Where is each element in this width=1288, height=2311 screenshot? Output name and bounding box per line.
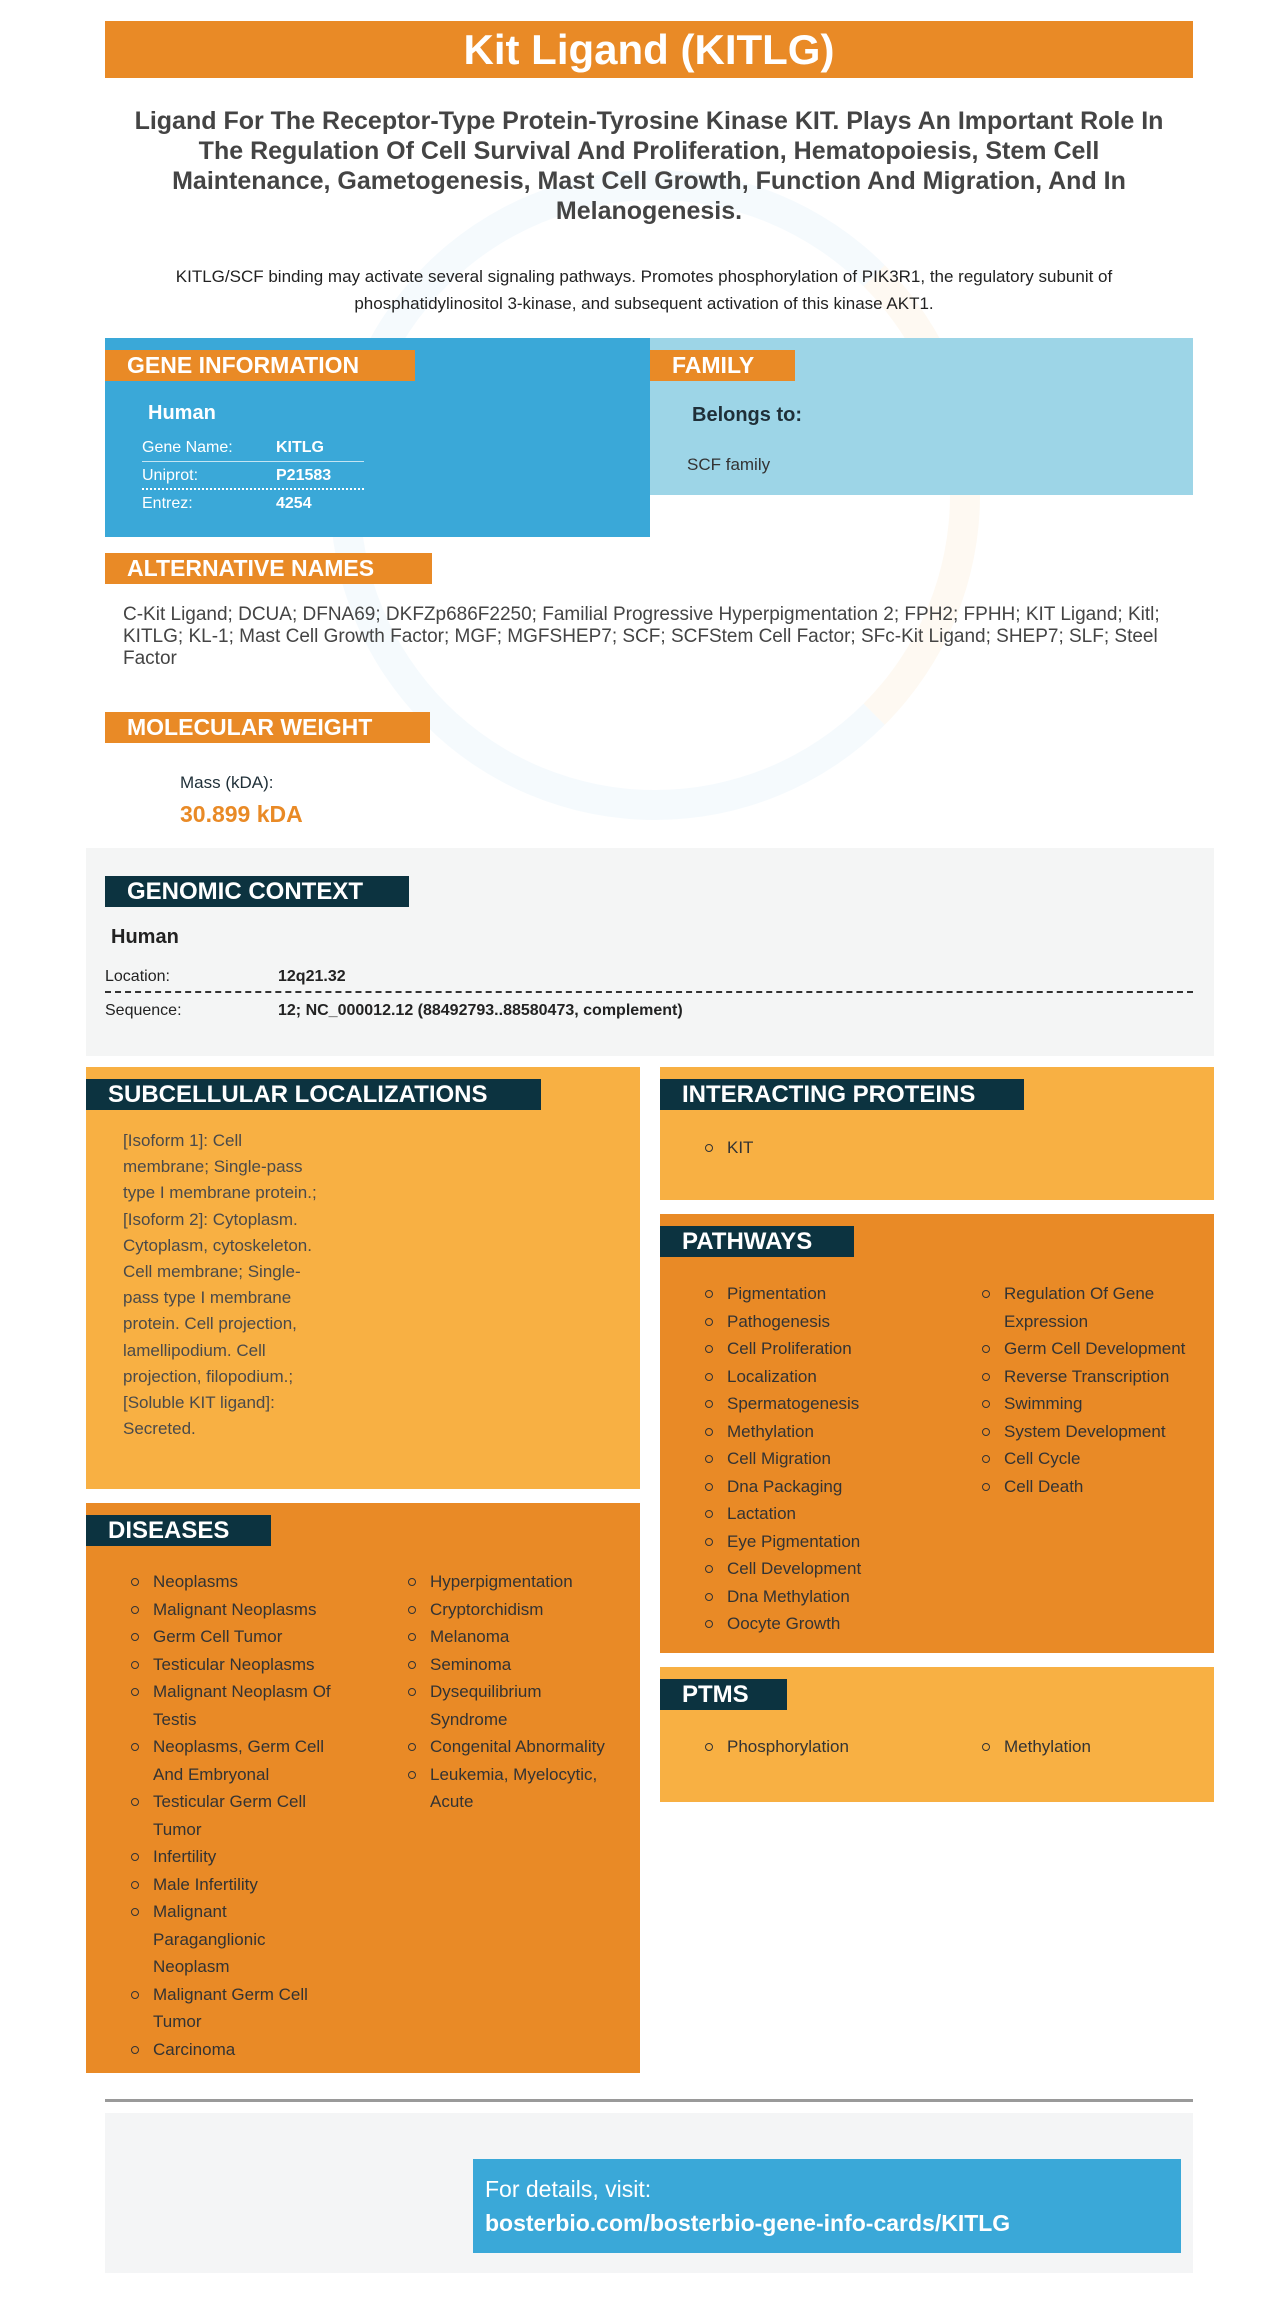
subcellular-localizations-heading: SUBCELLULAR LOCALIZATIONS [86,1079,541,1110]
interacting-proteins-heading: INTERACTING PROTEINS [660,1079,1024,1110]
subcellular-line: Cytoplasm, cytoskeleton. [123,1235,312,1255]
details-link-label: For details, visit: [485,2176,652,2202]
interacting-proteins-list [705,1134,753,1162]
subcellular-line: type I membrane protein.; [123,1183,317,1203]
list-item: Phosphorylation [705,1733,849,1761]
list-item: Cryptorchidism [408,1596,638,1624]
subcellular-line: projection, filopodium.; [123,1366,294,1386]
alternative-names-text: C-Kit Ligand; DCUA; DFNA69; DKFZp686F2250; Familial Progressive Hyperpigmentation 2; FPH2; FPHH; KIT Ligand; Kitl; KITLG; KL-1; Mast Cell Growth Factor; MGF; MGFSHEP7; SCF; SCFStem Cell Factor; SFc-Kit Ligand; SHEP7; SLF; Steel Factor [123,604,1160,669]
diseases-panel [86,1503,640,2073]
list-item: Malignant Neoplasms [131,1596,371,1624]
mass-value: 30.899 kDA [180,801,303,827]
footer-divider [105,2099,1193,2102]
ptms-panel [660,1667,1214,1802]
list-item: Malignant Germ Cell Tumor [131,1981,371,2036]
location-value: 12q21.32 [278,968,346,985]
subcellular-line: Cell membrane; Single- [123,1262,301,1282]
genomic-species: Human [111,926,179,948]
mass-label: Mass (kDA): [180,773,274,792]
list-item: Infertility [131,1843,371,1871]
gene-species: Human [148,402,216,424]
subcellular-line: pass type I membrane [123,1288,292,1308]
genomic-context-panel [86,848,1214,1056]
list-item: Testicular Neoplasms [131,1651,371,1679]
list-item: Hyperpigmentation [408,1568,638,1596]
list-item: Dysequilibrium Syndrome [408,1678,638,1733]
ptms-list-col1 [705,1733,849,1761]
list-item: Congenital Abnormality [408,1733,638,1761]
protein-description: KITLG/SCF binding may activate several signaling pathways. Promotes phosphorylation of PIK3R1, the regulatory subunit of phosphatidylinositol 3-kinase, and subsequent activation of this kinase AKT1. [175,267,1113,313]
list-item: Malignant Paraganglionic Neoplasm [131,1898,371,1981]
subcellular-line: [Soluble KIT ligand]: [123,1393,275,1413]
protein-function-summary: Ligand For The Receptor-Type Protein-Tyrosine Kinase KIT. Plays An Important Role In The Regulation Of Cell Survival And Proliferation, Hematopoiesis, Stem Cell Maintenance, Gametogenesis, Mast Cell Growth, Function And Migration, And In Melanogenesis. [134,107,1164,225]
subcellular-line: membrane; Single-pass [123,1157,303,1177]
ptms-heading: PTMS [660,1679,787,1710]
family-heading: FAMILY [650,350,795,381]
list-item: Leukemia, Myelocytic, Acute [408,1761,638,1816]
list-item: Neoplasms [131,1568,371,1596]
list-item: Spermatogenesis [705,1390,955,1418]
pathways-list-col2 [982,1280,1212,1500]
entrez-value: 4254 [276,495,312,512]
list-item: Cell Cycle [982,1445,1212,1473]
uniprot-label: Uniprot: [142,467,199,484]
list-item: System Development [982,1418,1212,1446]
pathways-heading: PATHWAYS [660,1226,854,1257]
family-belongs-label: Belongs to: [692,404,802,426]
list-item: Dna Methylation [705,1583,955,1611]
list-item: Cell Migration [705,1445,955,1473]
sequence-row [105,1002,1193,1028]
list-item: Oocyte Growth [705,1610,955,1638]
subcellular-localizations-text [123,1128,363,1442]
list-item: Neoplasms, Germ Cell And Embryonal [131,1733,371,1788]
subcellular-line: [Isoform 2]: Cytoplasm. [123,1209,298,1229]
diseases-list-col2 [408,1568,638,1816]
details-link[interactable] [473,2159,1181,2253]
page-title: Kit Ligand (KITLG) [105,21,1193,78]
list-item: Methylation [705,1418,955,1446]
diseases-list-col1 [131,1568,371,2063]
alternative-names-heading: ALTERNATIVE NAMES [105,553,432,584]
list-item: Dna Packaging [705,1473,955,1501]
list-item: Cell Death [982,1473,1212,1501]
sequence-value: 12; NC_000012.12 (88492793..88580473, complement) [278,1002,683,1019]
pathways-list-col1 [705,1280,955,1638]
molecular-weight-heading: MOLECULAR WEIGHT [105,712,430,743]
list-item: Seminoma [408,1651,638,1679]
interacting-proteins-panel [660,1067,1214,1200]
genomic-context-heading: GENOMIC CONTEXT [105,876,409,907]
list-item: Localization [705,1363,955,1391]
subcellular-localizations-panel [86,1067,640,1489]
list-item: Carcinoma [131,2036,371,2064]
gene-information-panel [105,338,650,537]
list-item: Germ Cell Development [982,1335,1212,1363]
subcellular-line: [Isoform 1]: Cell [123,1131,243,1150]
gene-name-label: Gene Name: [142,439,233,456]
location-label: Location: [105,968,170,985]
subcellular-line: protein. Cell projection, [123,1314,297,1334]
diseases-heading: DISEASES [86,1515,271,1546]
list-item: Lactation [705,1500,955,1528]
location-row [105,965,1193,993]
gene-info-table [142,434,364,518]
pathways-panel [660,1214,1214,1653]
gene-name-value: KITLG [276,439,324,456]
gene-information-heading: GENE INFORMATION [105,350,415,381]
list-item: Reverse Transcription [982,1363,1212,1391]
entrez-row [142,490,364,518]
list-item: Swimming [982,1390,1212,1418]
list-item: Eye Pigmentation [705,1528,955,1556]
list-item: Cell Development [705,1555,955,1583]
list-item: Regulation Of Gene Expression [982,1280,1212,1335]
family-panel [650,338,1193,495]
list-item: Cell Proliferation [705,1335,955,1363]
list-item: Melanoma [408,1623,638,1651]
list-item: Pathogenesis [705,1308,955,1336]
uniprot-row [142,462,364,490]
list-item: Malignant Neoplasm Of Testis [131,1678,371,1733]
subcellular-line: Secreted. [123,1419,196,1439]
list-item: Germ Cell Tumor [131,1623,371,1651]
uniprot-value: P21583 [276,467,332,484]
gene-name-row [142,434,364,462]
list-item: Male Infertility [131,1871,371,1899]
list-item: KIT [705,1134,753,1162]
details-link-url[interactable]: bosterbio.com/bosterbio-gene-info-cards/KITLG [485,2210,1011,2236]
list-item: Pigmentation [705,1280,955,1308]
list-item: Testicular Germ Cell Tumor [131,1788,371,1843]
list-item: Methylation [982,1733,1091,1761]
sequence-label: Sequence: [105,1002,182,1019]
entrez-label: Entrez: [142,495,193,512]
subcellular-line: lamellipodium. Cell [123,1340,266,1360]
family-value: SCF family [687,455,771,474]
ptms-list-col2 [982,1733,1091,1761]
